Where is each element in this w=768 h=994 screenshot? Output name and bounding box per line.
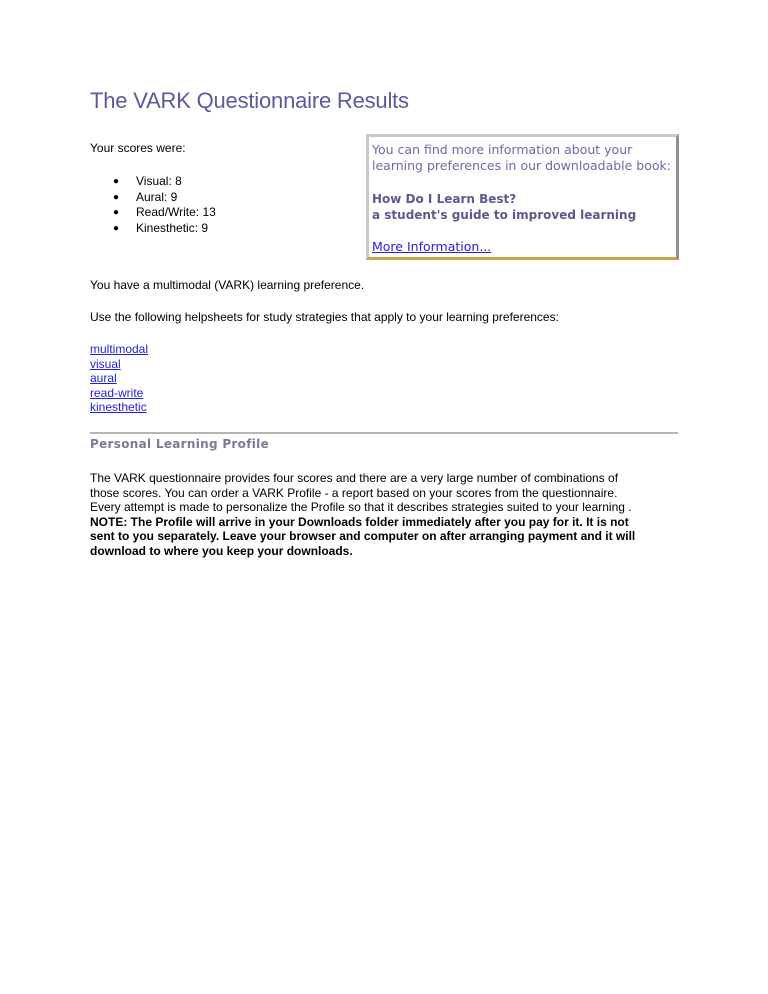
book-info-intro: You can find more information about your learning preferences in our downloadable book: [372, 142, 671, 173]
bullet-icon: ● [113, 176, 120, 187]
profile-description [90, 471, 680, 558]
profile-note-line: sent to you separately. Leave your browser and computer on after arranging payment and it will [90, 529, 636, 543]
bullet-icon: ● [113, 207, 120, 218]
section-divider [90, 432, 678, 434]
score-item-kinesthetic [90, 221, 216, 237]
score-item-read-write [90, 205, 216, 221]
scores-intro: Your scores were: [90, 141, 186, 155]
profile-body-line: Every attempt is made to personalize the Profile so that it describes strategies suited to your learning . [90, 500, 632, 514]
score-item-visual [90, 174, 216, 190]
book-title: How Do I Learn Best? [372, 192, 517, 206]
score-label: Visual: 8 [136, 174, 182, 188]
score-label: Kinesthetic: 9 [136, 220, 209, 235]
helpsheet-link-visual[interactable]: visual [90, 356, 121, 371]
more-information-link[interactable]: More Information... [372, 239, 492, 254]
helpsheet-links [90, 342, 148, 415]
book-subtitle: a student's guide to improved learning [372, 208, 637, 222]
helpsheet-link-kinesthetic[interactable]: kinesthetic [90, 400, 147, 414]
section-heading: Personal Learning Profile [90, 437, 269, 451]
preference-text: You have a multimodal (VARK) learning preference. [90, 278, 365, 292]
page-title: The VARK Questionnaire Results [90, 88, 409, 113]
bullet-icon: ● [113, 222, 120, 234]
score-list [90, 174, 216, 236]
score-label: Aural: 9 [136, 189, 178, 204]
score-label: Read/Write: 13 [136, 205, 216, 219]
helpsheet-intro: Use the following helpsheets for study strategies that apply to your learning preferences: [90, 310, 559, 324]
score-item-aural [90, 190, 216, 206]
bullet-icon: ● [113, 191, 120, 203]
profile-note-line: NOTE: The Profile will arrive in your Downloads folder immediately after you pay for it. It is not [90, 514, 629, 529]
helpsheet-link-multimodal[interactable]: multimodal [90, 342, 149, 356]
helpsheet-link-read-write[interactable]: read-write [90, 385, 144, 400]
profile-body-line: The VARK questionnaire provides four scores and there are a very large number of combinations of [90, 471, 619, 485]
profile-body-line: those scores. You can order a VARK Profile - a report based on your scores from the questionnaire. [90, 485, 618, 500]
profile-note-line: download to where you keep your downloads. [90, 543, 353, 558]
helpsheet-link-aural[interactable]: aural [90, 371, 117, 385]
book-info-box [366, 134, 679, 260]
